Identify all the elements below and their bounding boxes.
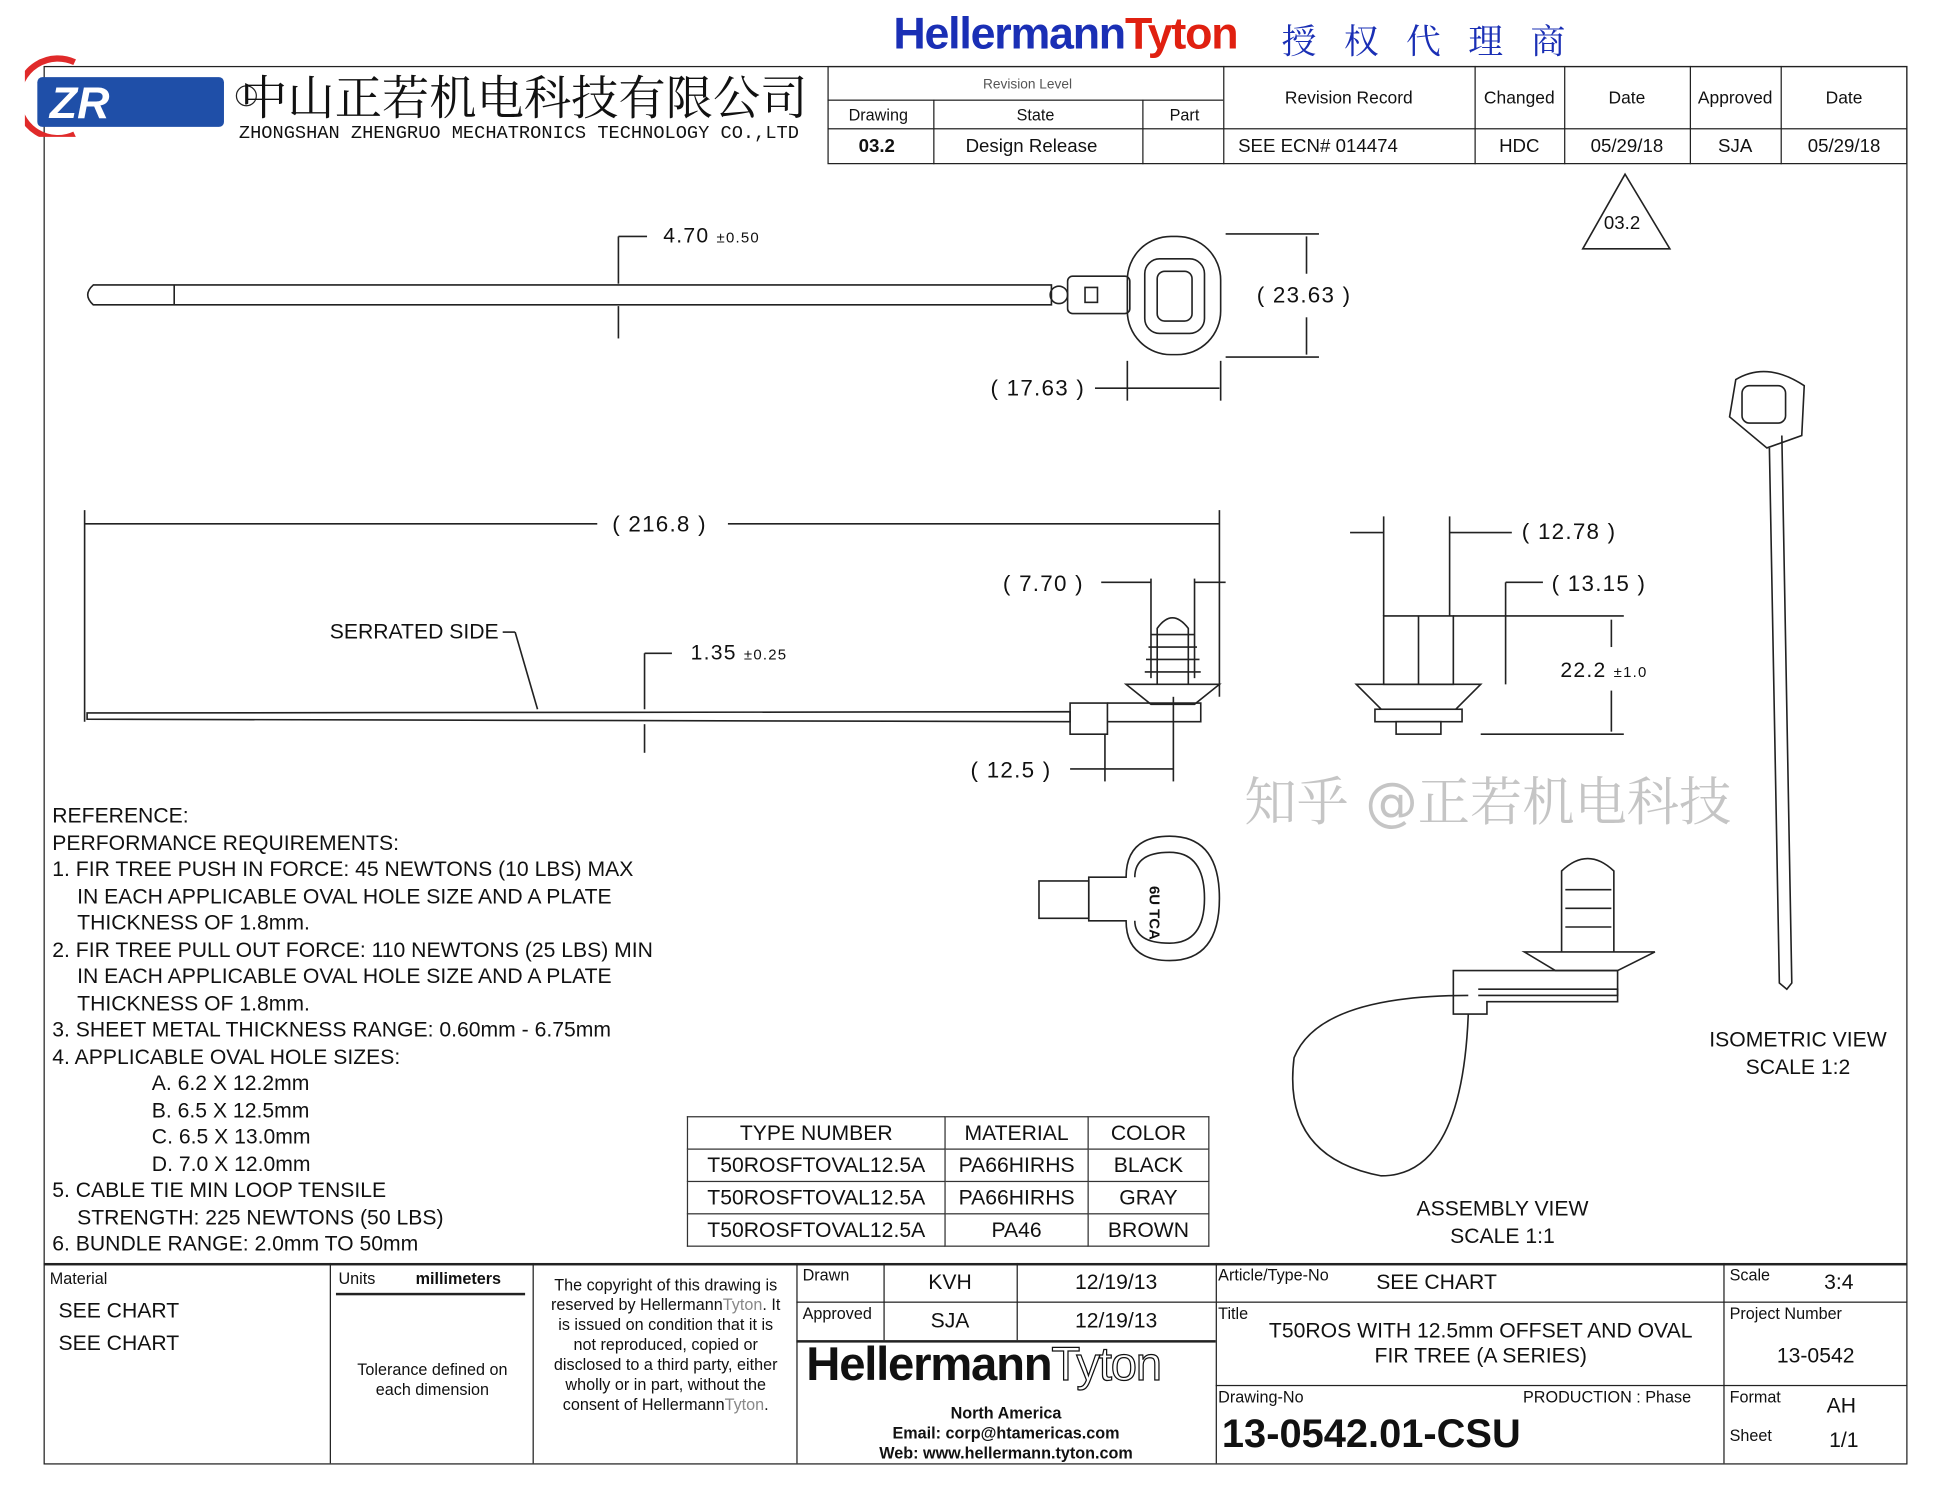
dim-head-height: ( 23.63 ): [1256, 282, 1352, 308]
assembly-loop: [1293, 995, 1469, 1175]
dim-head-width: ( 17.63 ): [990, 375, 1086, 401]
type-table: [687, 1116, 1210, 1247]
assembly-scale-label: SCALE 1:1: [1450, 1224, 1555, 1249]
article-label: Article/Type-No: [1218, 1265, 1329, 1285]
dim-12-78: ( 12.78 ): [1521, 518, 1617, 544]
table-row: T50ROSFTOVAL12.5A PA66HIRHS BLACK: [687, 1149, 1208, 1181]
zhihu-watermark: 知乎 @正若机电科技: [1244, 771, 1732, 833]
date2-label: Date: [1825, 87, 1863, 108]
drawn-label: Drawn: [802, 1265, 850, 1285]
units-value: millimeters: [415, 1269, 502, 1288]
company-name-cn: 中山正若机电科技有限公司: [240, 70, 808, 126]
state-label: State: [1016, 105, 1055, 125]
date2-value: 05/29/18: [1807, 135, 1881, 157]
phase-label: PRODUCTION : Phase: [1523, 1387, 1692, 1407]
date-label: Date: [1608, 87, 1646, 108]
drawing-title: T50ROS WITH 12.5mm OFFSET AND OVAL FIR TREE (A SERIES): [1268, 1318, 1693, 1368]
table-row: T50ROSFTOVAL12.5A PA66HIRHS GRAY: [687, 1181, 1208, 1213]
brand-hellermann: Hellermann: [893, 7, 1125, 59]
title-label: Title: [1218, 1304, 1249, 1323]
drawn-date: 12/19/13: [1074, 1270, 1158, 1295]
dim-7-70: ( 7.70 ): [1002, 571, 1084, 597]
tolerance-note: Tolerance defined on each dimension: [357, 1360, 508, 1399]
project-number: 13-0542: [1776, 1343, 1855, 1368]
serrated-side-label: SERRATED SIDE: [329, 619, 499, 644]
part-label: Part: [1169, 105, 1200, 125]
drawing-label: Drawing: [848, 105, 908, 125]
scale-label: Scale: [1729, 1265, 1771, 1285]
material-label: Material: [49, 1269, 108, 1288]
brand-tyton: Tyton: [1124, 7, 1238, 59]
dim-13-15: ( 13.15 ): [1551, 571, 1647, 597]
approved-label: Approved: [1697, 87, 1773, 108]
revision-record-label: Revision Record: [1284, 87, 1413, 108]
dim-strap-thickness: 1.35 ±0.25: [690, 640, 788, 665]
copyright-note: The copyright of this drawing is reserved by HellermannTyton. It is issued on condition that it is not reproduced, copied or disclosed to a third party, either wholly or in part, without the consent of HellermannTyton.: [551, 1275, 781, 1414]
approved-by: SJA: [930, 1309, 970, 1333]
dim-fir-tree-height: 22.2 ±1.0: [1560, 658, 1648, 682]
revision-triangle: [1583, 174, 1670, 249]
notes: REFERENCE: PERFORMANCE REQUIREMENTS: 1. FIR TREE PUSH IN FORCE: 45 NEWTONS (10 LBS) MAX IN EACH APPLICABLE OVAL HOLE SIZE AND A PLATE THICKNESS OF 1.8mm. 2. FIR TREE PULL OUT FORCE: 110 NEWTONS (25 LBS) MIN IN EACH APPLICABLE OVAL HOLE SIZE AND A PLATE THICKNESS OF 1.8mm. 3. SHEET METAL THICKNESS RANGE: 0.60mm - 6.75mm 4. APPLICABLE OVAL HOLE SIZES: A. 6.2 X 12.2mm B. 6.5 X 12.5mm C. 6.5 X 13.0mm D. 7.0 X 12.0mm 5. CABLE TIE MIN LOOP TENSILE STRENGTH: 225 NEWTONS (50 LBS) 6. BUNDLE RANGE: 2.0mm TO 50mm: [52, 803, 653, 1256]
isometric-view-label: ISOMETRIC VIEW: [1709, 1027, 1887, 1052]
sheet-label: Sheet: [1729, 1425, 1772, 1445]
project-label: Project Number: [1729, 1304, 1842, 1323]
material-value-2: SEE CHART: [58, 1331, 180, 1356]
sheet-value: 1/1: [1829, 1428, 1859, 1453]
region: North America: [950, 1403, 1062, 1423]
drawing-no-label: Drawing-No: [1218, 1387, 1304, 1407]
changed-value: HDC: [1499, 135, 1540, 157]
assembly-view-label: ASSEMBLY VIEW: [1416, 1197, 1589, 1221]
approved-date: 12/19/13: [1074, 1309, 1158, 1333]
dim-thickness: 4.70 ±0.50: [663, 223, 760, 248]
tie-top-view: [88, 285, 1052, 305]
format-value: AH: [1826, 1393, 1857, 1418]
drawing-revision: 03.2: [858, 135, 895, 157]
revision-triangle-label: 03.2: [1603, 212, 1641, 234]
approved-by-label: Approved: [802, 1304, 872, 1323]
fir-tree: [1157, 618, 1188, 685]
format-label: Format: [1729, 1387, 1781, 1407]
drawing-number: 13-0542.01-CSU: [1221, 1411, 1521, 1456]
table-header: TYPE NUMBER MATERIAL COLOR: [687, 1117, 1208, 1149]
company-name-en: ZHONGSHAN ZHENGRUO MECHATRONICS TECHNOLOGY CO.,LTD: [238, 123, 799, 145]
changed-label: Changed: [1483, 87, 1555, 108]
contact-web: Web: www.hellermann.tyton.com: [879, 1443, 1133, 1463]
article-value: SEE CHART: [1376, 1270, 1497, 1295]
dim-offset: ( 12.5 ): [970, 757, 1052, 783]
title-block: [44, 1263, 1908, 1265]
tie-side-view: [87, 712, 1070, 722]
oval-head: [1127, 236, 1220, 354]
assembly-fir-tree: [1562, 859, 1614, 952]
scale-value: 3:4: [1824, 1270, 1854, 1295]
contact-email: Email: corp@htamericas.com: [892, 1423, 1120, 1443]
hellermanntyton-logo: HellermannTyton: [806, 1338, 1161, 1392]
approved-value: SJA: [1718, 135, 1753, 157]
agent-cn: 授 权 代 理 商: [1281, 22, 1566, 61]
svg-text:ZR: ZR: [49, 78, 110, 129]
date-value: 05/29/18: [1590, 135, 1664, 157]
revision-level-label: Revision Level: [982, 77, 1073, 93]
dim-overall-length: ( 216.8 ): [612, 511, 707, 537]
units-label: Units: [338, 1269, 376, 1288]
isometric-scale-label: SCALE 1:2: [1745, 1055, 1851, 1079]
part-marking: 6U TCA: [1146, 885, 1164, 940]
isometric-tie: [1769, 436, 1791, 990]
state-value: Design Release: [965, 135, 1098, 157]
drawn-by: KVH: [928, 1270, 972, 1295]
table-row: T50ROSFTOVAL12.5A PA46 BROWN: [687, 1214, 1208, 1246]
revision-record-value: SEE ECN# 014474: [1238, 135, 1398, 157]
material-value-1: SEE CHART: [58, 1299, 180, 1323]
